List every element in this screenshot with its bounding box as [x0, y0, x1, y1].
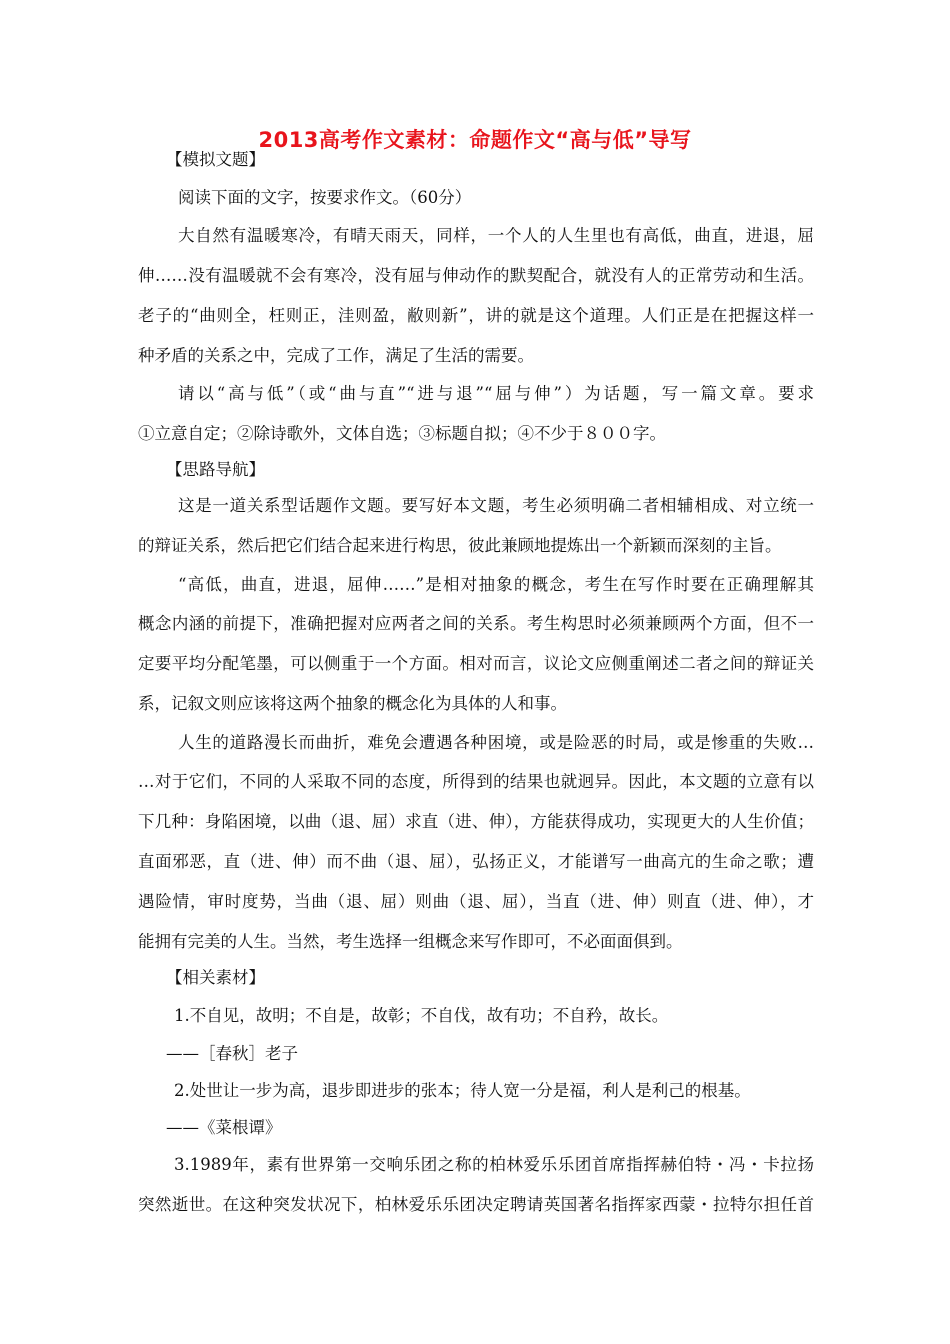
section-heading-approach: 【思路导航】 [166, 460, 265, 479]
paragraph-line: …对于它们，不同的人采取不同的态度，所得到的结果也就迥异。因此，本文题的立意有以 [138, 772, 814, 791]
paragraph-line: 系，记叙文则应该将这两个抽象的概念化为具体的人和事。 [138, 694, 567, 713]
paragraph-line: 定要平均分配笔墨，可以侧重于一个方面。相对而言，议论文应侧重阐述二者之间的辩证关 [138, 654, 814, 673]
quote-line: 2.处世让一步为高，退步即进步的张本；待人宽一分是福，利人是利己的根基。 [174, 1081, 751, 1100]
paragraph-line: 能拥有完美的人生。当然，考生选择一组概念来写作即可，不必面面俱到。 [138, 932, 683, 951]
paragraph-line: 种矛盾的关系之中，完成了工作，满足了生活的需要。 [138, 346, 534, 365]
section-heading-mock-topic: 【模拟文题】 [166, 150, 265, 169]
paragraph-line: 大自然有温暖寒冷，有晴天雨天，同样，一个人的人生里也有高低，曲直，进退，屈 [178, 226, 814, 245]
quote-line: 1.不自见，故明；不自是，故彰；不自伐，故有功；不自矜，故长。 [174, 1006, 669, 1025]
paragraph-line: 3.1989年，素有世界第一交响乐团之称的柏林爱乐乐团首席指挥赫伯特・冯・卡拉扬 [174, 1155, 814, 1174]
paragraph-line: 伸……没有温暖就不会有寒冷，没有屈与伸动作的默契配合，就没有人的正常劳动和生活。 [138, 266, 814, 285]
section-heading-materials: 【相关素材】 [166, 968, 265, 987]
paragraph-line: 遇险情，审时度势，当曲（退、屈）则曲（退、屈），当直（进、伸）则直（进、伸），才 [138, 892, 814, 911]
paragraph-line: 直面邪恶，直（进、伸）而不曲（退、屈），弘扬正义，才能谱写一曲高亢的生命之歌；遭 [138, 852, 814, 871]
paragraph-line: 人生的道路漫长而曲折，难免会遭遇各种困境，或是险恶的时局，或是惨重的失败… [178, 733, 814, 752]
document-title: 2013高考作文素材：命题作文“高与低”导写 [258, 128, 692, 152]
paragraph-line: 请以“高与低”（或“曲与直”“进与退”“屈与伸”）为话题，写一篇文章。要求 [178, 384, 814, 403]
paragraph-line: 下几种：身陷困境，以曲（退、屈）求直（进、伸），方能获得成功，实现更大的人生价值； [138, 812, 814, 831]
paragraph-line: 概念内涵的前提下，准确把握对应两者之间的关系。考生构思时必须兼顾两个方面，但不一 [138, 614, 814, 633]
paragraph-line: 老子的“曲则全，枉则正，洼则盈，敝则新”，讲的就是这个道理。人们正是在把握这样一 [138, 306, 814, 325]
quote-attribution: ——［春秋］老子 [166, 1044, 298, 1063]
paragraph-line: 的辩证关系，然后把它们结合起来进行构思，彼此兼顾地提炼出一个新颖而深刻的主旨。 [138, 536, 782, 555]
paragraph-line: 突然逝世。在这种突发状况下，柏林爱乐乐团决定聘请英国著名指挥家西蒙・拉特尔担任首 [138, 1195, 814, 1214]
paragraph-line: “高低，曲直，进退，屈伸……”是相对抽象的概念，考生在写作时要在正确理解其 [178, 575, 814, 594]
quote-attribution: ——《菜根谭》 [166, 1118, 282, 1137]
paragraph-line: 阅读下面的文字，按要求作文。（60分） [178, 188, 472, 207]
paragraph-line: 这是一道关系型话题作文题。要写好本文题，考生必须明确二者相辅相成、对立统一 [178, 496, 814, 515]
paragraph-line: ①立意自定；②除诗歌外，文体自选；③标题自拟；④不少于８００字。 [138, 424, 666, 443]
